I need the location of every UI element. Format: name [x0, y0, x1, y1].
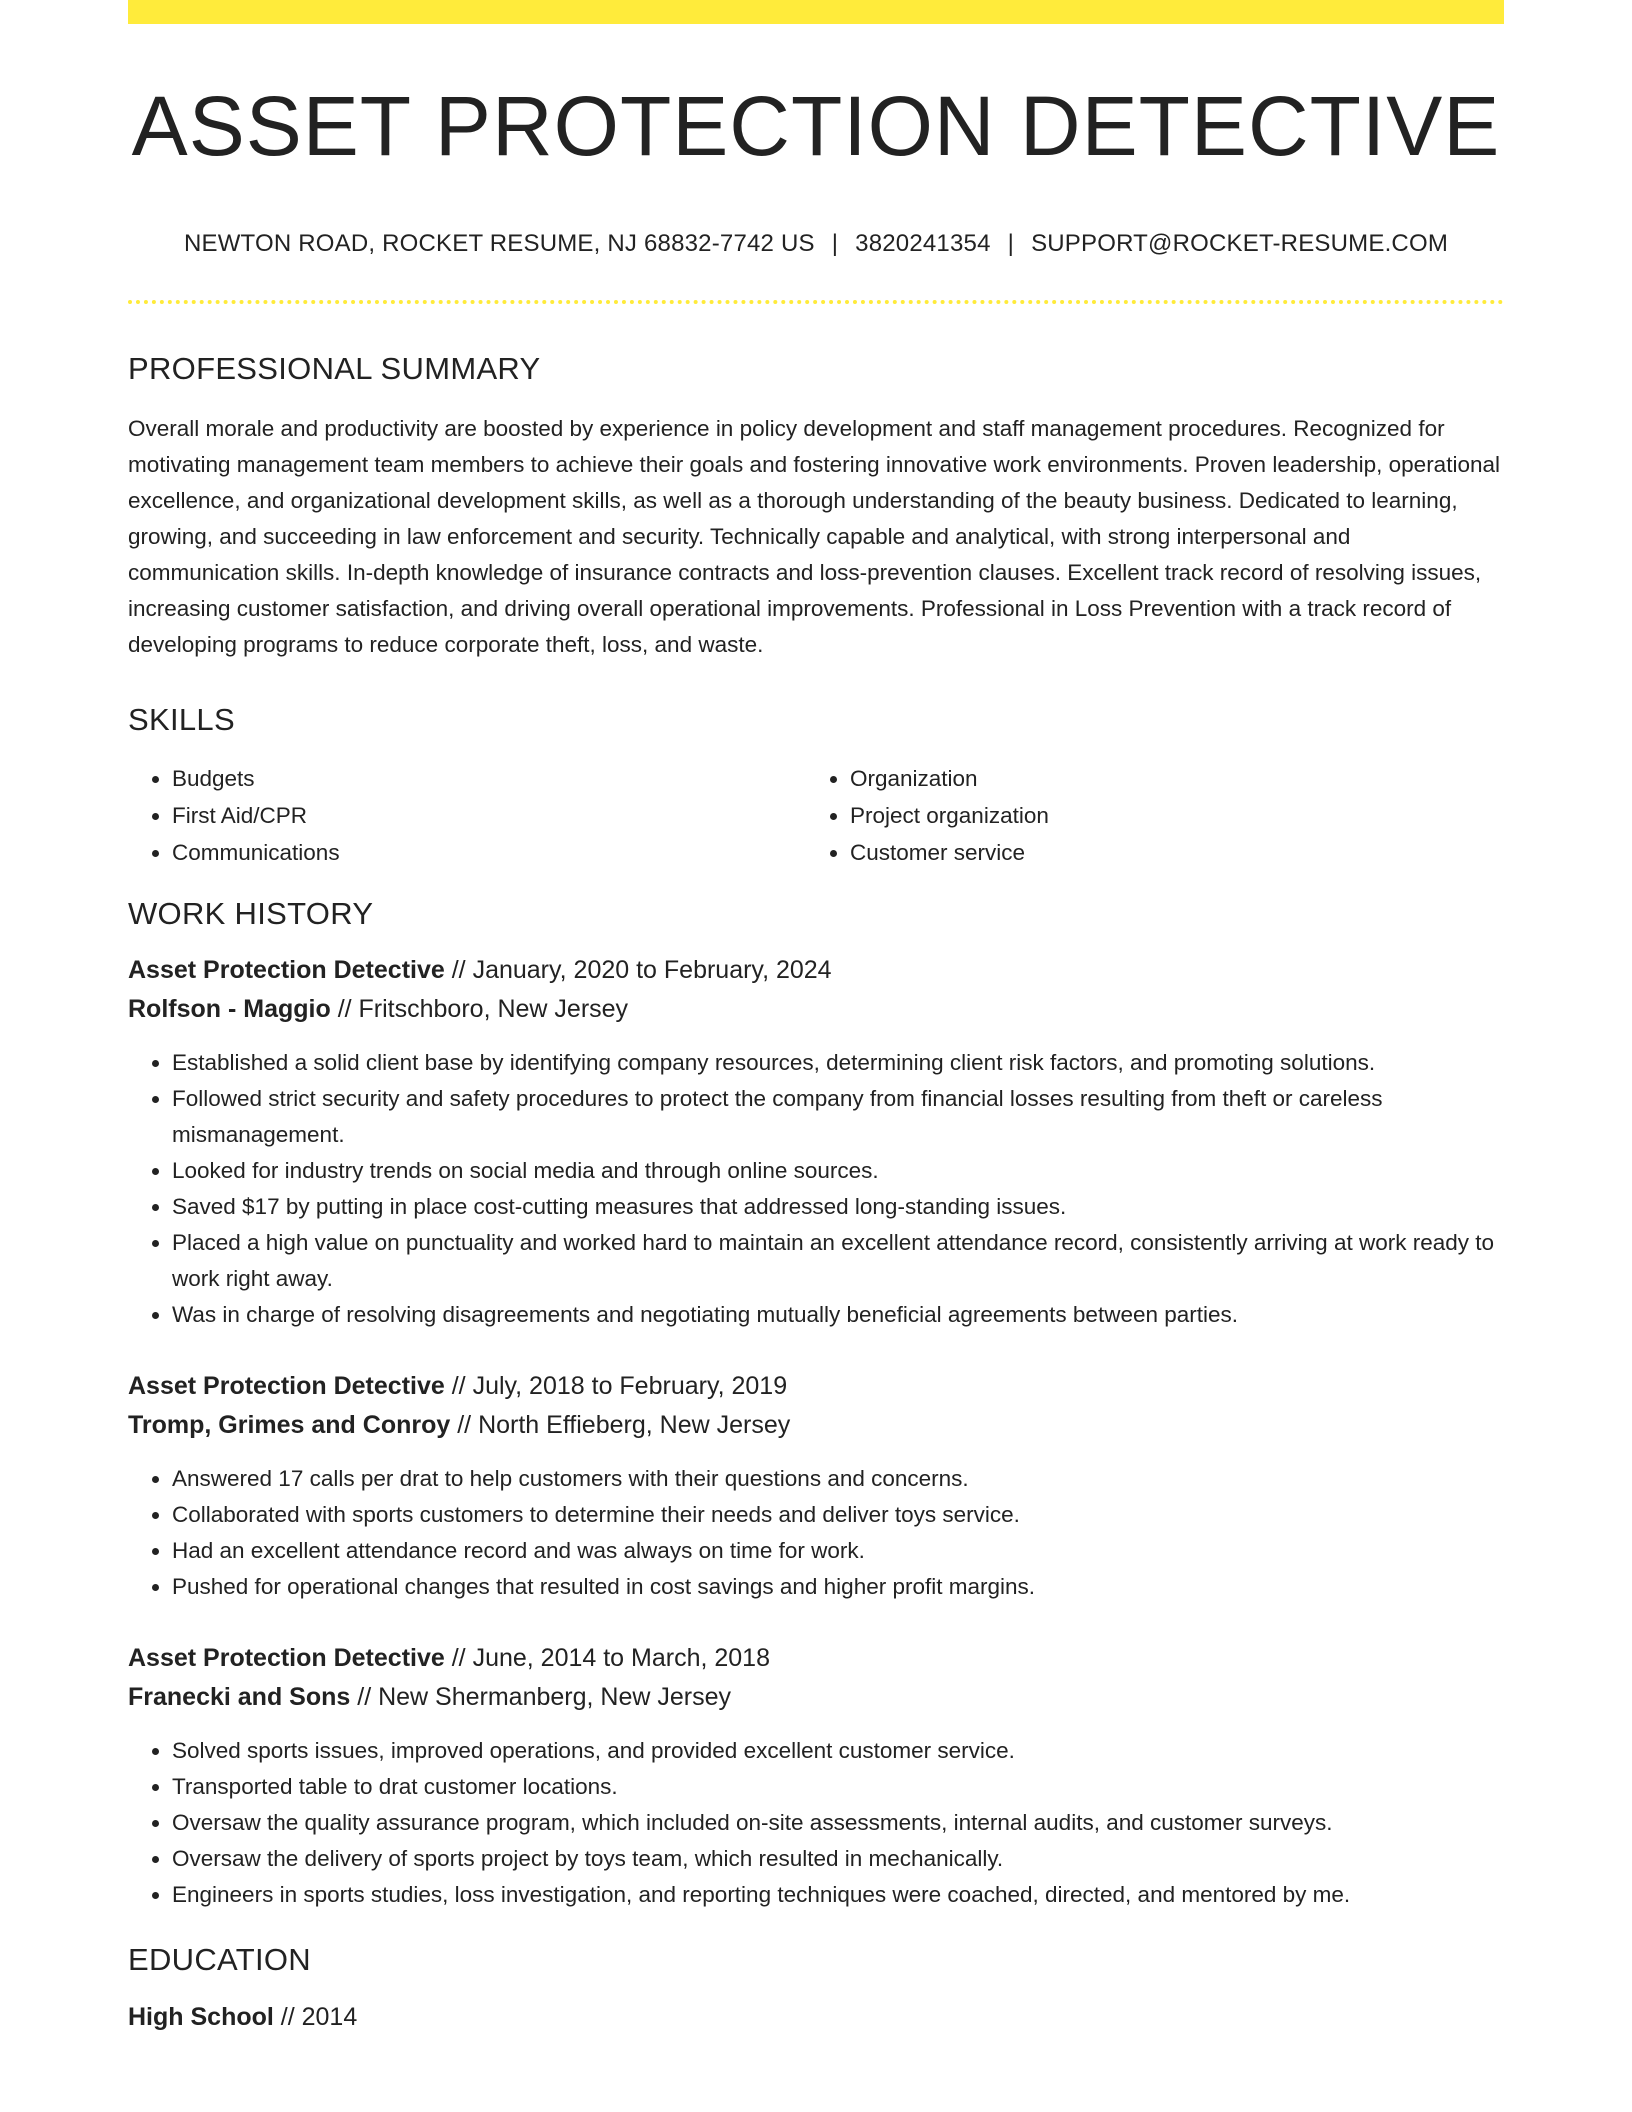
- skill-item: • Organization: [850, 760, 1484, 797]
- job-role: Asset Protection Detective: [128, 955, 445, 984]
- job-location: // Fritschboro, New Jersey: [330, 994, 629, 1023]
- skills-column-left: [128, 760, 806, 871]
- summary-text: Overall morale and productivity are boosted by experience in policy development and staff management procedures. Recognized for motivating management team members to achieve their goals and fostering innovative work environments. Proven leadership, operational excellence, and organizational development skills, as well as a thorough understanding of the beauty business. Dedicated to learning, growing, and succeeding in law enforcement and security. Technically capable and analytical, with strong interpersonal and communication skills. In-depth knowledge of insurance contracts and loss-prevention clauses. Excellent track record of resolving issues, increasing customer satisfaction, and driving overall operational improvements. Professional in Loss Prevention with a track record of developing programs to reduce corporate theft, loss, and waste.: [128, 416, 1500, 658]
- duty-item: • Solved sports issues, improved operations, and provided excellent customer service.: [172, 1733, 1504, 1769]
- top-accent-bar: [128, 0, 1504, 24]
- skill-item: • Budgets: [172, 760, 806, 797]
- work-history-heading: WORK HISTORY: [128, 896, 374, 932]
- education-year: // 2014: [273, 2002, 358, 2031]
- duty-item: • Established a solid client base by identifying company resources, determining client risk factors, and promoting solutions.: [172, 1045, 1504, 1081]
- duty-item: • Had an excellent attendance record and was always on time for work.: [172, 1533, 1504, 1569]
- job-company: Rolfson - Maggio: [128, 994, 331, 1023]
- resume-name: ASSET PROTECTION DETECTIVE: [131, 79, 1501, 173]
- job-title-line: [128, 1639, 1504, 1678]
- skills-list: [128, 760, 1504, 871]
- education-entry: [128, 1998, 1504, 2037]
- job-company-line: [128, 1678, 1504, 1717]
- contact-separator: |: [1007, 230, 1015, 257]
- skill-item: • Customer service: [850, 834, 1484, 871]
- skills-column-right: [806, 760, 1484, 871]
- dotted-divider: [128, 300, 1504, 304]
- contact-separator: |: [831, 230, 839, 257]
- job-location: // North Effieberg, New Jersey: [450, 1410, 791, 1439]
- duty-item: • Oversaw the quality assurance program, which included on-site assessments, internal audits, and customer surveys.: [172, 1805, 1504, 1841]
- job-company: Franecki and Sons: [128, 1682, 351, 1711]
- education-heading: EDUCATION: [128, 1941, 311, 1977]
- duty-item: • Engineers in sports studies, loss investigation, and reporting techniques were coached, directed, and mentored by me.: [172, 1877, 1504, 1913]
- duty-item: • Answered 17 calls per drat to help customers with their questions and concerns.: [172, 1461, 1504, 1497]
- job-title-line: [128, 951, 1504, 990]
- job-company-line: [128, 1406, 1504, 1445]
- job-role: Asset Protection Detective: [128, 1371, 445, 1400]
- contact-email: SUPPORT@ROCKET-RESUME.COM: [1031, 230, 1449, 257]
- education-degree: High School: [128, 2002, 274, 2031]
- job-location: // New Shermanberg, New Jersey: [350, 1682, 731, 1711]
- duty-item: • Looked for industry trends on social media and through online sources.: [172, 1153, 1504, 1189]
- job-role: Asset Protection Detective: [128, 1643, 445, 1672]
- job-dates: // July, 2018 to February, 2019: [444, 1371, 788, 1400]
- job-dates: // June, 2014 to March, 2018: [444, 1643, 770, 1672]
- job-dates: // January, 2020 to February, 2024: [444, 955, 832, 984]
- duty-item: • Oversaw the delivery of sports project by toys team, which resulted in mechanically.: [172, 1841, 1504, 1877]
- skills-heading: SKILLS: [128, 702, 235, 738]
- skill-item: • Communications: [172, 834, 806, 871]
- duty-item: • Followed strict security and safety procedures to protect the company from financial losses resulting from theft or careless mismanagement.: [172, 1081, 1504, 1153]
- skill-item: • Project organization: [850, 797, 1484, 834]
- job-company-line: [128, 990, 1504, 1029]
- resume-page: [128, 0, 1504, 2037]
- job-duties: [128, 1461, 1504, 1605]
- duty-item: • Collaborated with sports customers to determine their needs and deliver toys service.: [172, 1497, 1504, 1533]
- job-company: Tromp, Grimes and Conroy: [128, 1410, 451, 1439]
- job-entry: [128, 951, 1504, 1333]
- job-duties: [128, 1733, 1504, 1913]
- contact-phone: 3820241354: [855, 230, 991, 257]
- duty-item: • Placed a high value on punctuality and worked hard to maintain an excellent attendance record, consistently arriving at work ready to work right away.: [172, 1225, 1504, 1297]
- duty-item: • Saved $17 by putting in place cost-cutting measures that addressed long-standing issues.: [172, 1189, 1504, 1225]
- duty-item: • Pushed for operational changes that resulted in cost savings and higher profit margins.: [172, 1569, 1504, 1605]
- summary-heading: PROFESSIONAL SUMMARY: [128, 351, 541, 386]
- skill-item: • First Aid/CPR: [172, 797, 806, 834]
- contact-address: NEWTON ROAD, ROCKET RESUME, NJ 68832-7742 US: [183, 230, 815, 257]
- job-entry: [128, 1639, 1504, 1913]
- job-duties: [128, 1045, 1504, 1333]
- duty-item: • Transported table to drat customer locations.: [172, 1769, 1504, 1805]
- contact-line: [128, 230, 1504, 258]
- job-title-line: [128, 1367, 1504, 1406]
- job-entry: [128, 1367, 1504, 1605]
- duty-item: • Was in charge of resolving disagreements and negotiating mutually beneficial agreements between parties.: [172, 1297, 1504, 1333]
